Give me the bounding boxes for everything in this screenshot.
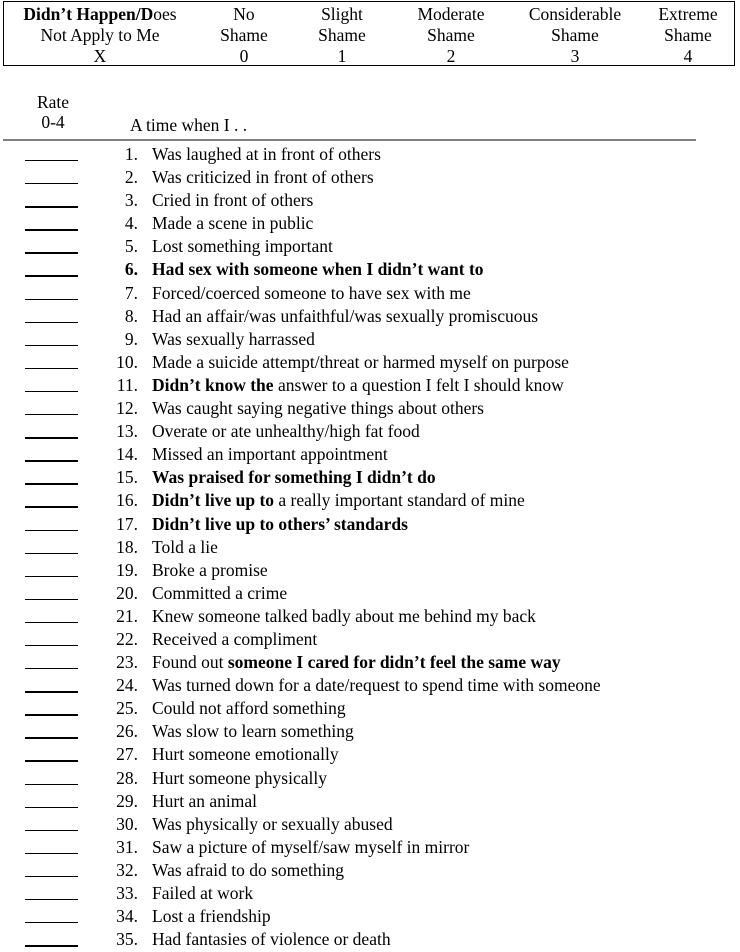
- scale-value-slight-shame: 1: [337, 46, 347, 66]
- item-text: [152, 697, 346, 719]
- item-number: 34.: [116, 906, 138, 927]
- rate-label: Rate: [36, 92, 70, 112]
- item-text-plain: Told a lie: [152, 536, 218, 557]
- item-number: 28.: [116, 767, 138, 788]
- rating-blank-input[interactable]: [25, 553, 78, 554]
- rating-blank-input[interactable]: [25, 668, 78, 669]
- scale-column-extreme-shame: [640, 4, 736, 67]
- item-row: [0, 674, 740, 697]
- item-text-plain: Found out: [152, 652, 228, 673]
- item-text: [152, 420, 420, 442]
- item-text: [152, 905, 271, 927]
- item-row: [0, 351, 740, 374]
- scale-label-line1-slight-shame: Slight: [321, 4, 363, 24]
- item-row: [0, 143, 740, 166]
- item-row: [0, 513, 740, 536]
- item-text: [152, 166, 374, 188]
- item-text-plain: Lost something important: [152, 236, 333, 257]
- item-row: [0, 305, 740, 328]
- item-row: [0, 443, 740, 466]
- scale-column-no-shame: [196, 4, 292, 67]
- item-text: [152, 882, 253, 904]
- item-text-plain: Made a suicide attempt/threat or harmed myself on purpose: [152, 351, 569, 372]
- item-row: [0, 928, 740, 951]
- scale-label-line2-no-shame: Shame: [220, 25, 268, 45]
- item-text-plain: Received a compliment: [152, 628, 318, 649]
- item-row: [0, 582, 740, 605]
- item-text-plain: Could not afford something: [152, 698, 346, 719]
- item-text-plain: Had an affair/was unfaithful/was sexually promiscuous: [152, 305, 539, 326]
- item-number: 30.: [116, 813, 138, 834]
- scale-label-line2-considerable-shame: Shame: [551, 25, 599, 45]
- item-text: [152, 674, 601, 696]
- item-text-plain: Was turned down for a date/request to spend time with someone: [152, 675, 601, 696]
- item-row: [0, 559, 740, 582]
- scale-value-considerable-shame: 3: [570, 46, 580, 66]
- rating-blank-input[interactable]: [25, 483, 78, 484]
- item-number: 2.: [124, 167, 138, 188]
- rating-blank-input[interactable]: [25, 945, 78, 946]
- item-number: 31.: [116, 836, 138, 857]
- scale-value-no-shame: 0: [239, 46, 249, 66]
- rating-blank-input[interactable]: [25, 506, 78, 507]
- item-text: [152, 813, 393, 835]
- item-text-plain: Was sexually harrassed: [152, 328, 315, 349]
- item-row: [0, 651, 740, 674]
- item-text: [152, 582, 287, 604]
- item-number: 33.: [116, 883, 138, 903]
- item-row: [0, 628, 740, 651]
- item-text-plain: Was physically or sexually abused: [152, 813, 393, 834]
- scale-label-line2-extreme-shame: Shame: [664, 25, 712, 45]
- item-row: [0, 720, 740, 743]
- item-text-plain: Was laughed at in front of others: [152, 144, 381, 164]
- scale-label-line2-didnt-happen: Not Apply to Me: [40, 25, 160, 45]
- item-number: 4.: [124, 213, 138, 234]
- item-row: [0, 836, 740, 859]
- item-number: 3.: [124, 190, 138, 211]
- item-text-plain: Made a scene in public: [152, 213, 314, 234]
- rating-blank-input[interactable]: [25, 460, 78, 461]
- item-text: [152, 328, 315, 350]
- scale-column-considerable-shame: [510, 4, 640, 67]
- item-text-emphasis: Didn’t live up to: [152, 490, 275, 511]
- rate-range-label: 0-4: [41, 112, 65, 132]
- item-text-plain: a really important standard of mine: [274, 490, 525, 511]
- item-row: [0, 328, 740, 351]
- item-text-emphasis: Didn’t live up to others’ standards: [152, 513, 408, 534]
- item-text-plain: Was criticized in front of others: [152, 167, 374, 188]
- item-row: [0, 258, 740, 281]
- item-text: [152, 143, 381, 165]
- item-text-emphasis: someone I cared for didn’t feel the same way: [227, 652, 561, 673]
- item-text-plain: Hurt someone physically: [152, 767, 327, 788]
- item-number: 10.: [116, 351, 138, 372]
- scale-value-moderate-shame: 2: [446, 46, 456, 66]
- scale-legend-box: [3, 1, 735, 66]
- item-stem-prompt: A time when I . .: [130, 115, 248, 135]
- rating-blank-input[interactable]: [25, 322, 78, 323]
- scale-column-moderate-shame: [394, 4, 508, 67]
- item-row: [0, 790, 740, 813]
- item-text-plain: Hurt an animal: [152, 790, 257, 811]
- item-text: [152, 859, 344, 881]
- item-text: [152, 513, 408, 535]
- scale-label-line1-moderate-shame: Moderate: [417, 4, 485, 24]
- item-text: [152, 767, 327, 789]
- item-number: 21.: [116, 605, 138, 626]
- scale-label-line2-moderate-shame: Shame: [427, 25, 475, 45]
- item-text: [152, 928, 391, 950]
- item-number: 27.: [116, 744, 138, 765]
- item-number: 11.: [116, 374, 138, 395]
- item-text-plain: Saw a picture of myself/saw myself in mirror: [152, 836, 470, 857]
- scale-value-extreme-shame: 4: [683, 46, 693, 66]
- item-number: 25.: [116, 698, 138, 719]
- rating-blank-input[interactable]: [25, 853, 78, 854]
- rating-blank-input[interactable]: [25, 784, 78, 785]
- item-text-emphasis: Was praised for something I didn’t do: [152, 467, 436, 488]
- item-row: [0, 697, 740, 720]
- item-text-plain: Overate or ate unhealthy/high fat food: [152, 421, 420, 442]
- item-text: [152, 489, 525, 511]
- item-row: [0, 466, 740, 489]
- item-row: [0, 905, 740, 928]
- item-text: [152, 536, 218, 558]
- scale-column-didnt-happen: [4, 4, 196, 67]
- rating-blank-input[interactable]: [25, 345, 78, 346]
- item-number: 26.: [116, 721, 138, 742]
- rating-blank-input[interactable]: [25, 645, 78, 646]
- item-row: [0, 235, 740, 258]
- item-list: [0, 143, 740, 951]
- item-number: 17.: [116, 513, 138, 534]
- item-number: 6.: [124, 259, 138, 280]
- scale-label-line1-didnt-happen: Didn’t Happen/Does: [23, 4, 177, 24]
- rating-blank-input[interactable]: [25, 275, 78, 276]
- item-row: [0, 189, 740, 212]
- item-number: 13.: [116, 421, 138, 442]
- rating-blank-input[interactable]: [25, 414, 78, 415]
- item-number: 12.: [116, 398, 138, 419]
- rating-blank-input[interactable]: [25, 737, 78, 738]
- item-text: [152, 189, 313, 211]
- item-text-plain: Forced/coerced someone to have sex with me: [152, 282, 471, 303]
- item-text: [152, 628, 317, 650]
- item-row: [0, 882, 740, 905]
- header-divider: [3, 139, 696, 141]
- rating-blank-input[interactable]: [25, 229, 78, 230]
- item-row: [0, 282, 740, 305]
- item-number: 22.: [116, 628, 138, 649]
- item-text-plain: Had fantasies of violence or death: [152, 929, 391, 950]
- item-row: [0, 859, 740, 882]
- item-text-plain: Hurt someone emotionally: [152, 744, 339, 765]
- rating-blank-input[interactable]: [25, 252, 78, 253]
- item-number: 35.: [116, 929, 138, 950]
- scale-label-line1-extreme-shame: Extreme: [658, 4, 718, 24]
- item-text: [152, 466, 436, 488]
- scale-label-line1-no-shame: No: [233, 4, 255, 24]
- rating-blank-input[interactable]: [25, 807, 78, 808]
- scale-value-didnt-happen: X: [93, 46, 107, 66]
- item-text: [152, 559, 268, 581]
- rating-blank-input[interactable]: [25, 160, 78, 161]
- item-text-plain: Cried in front of others: [152, 190, 314, 211]
- item-text: [152, 790, 257, 812]
- item-text: [152, 397, 484, 419]
- item-number: 24.: [116, 675, 138, 696]
- item-text: [152, 720, 354, 742]
- item-number: 18.: [116, 536, 138, 557]
- item-text-emphasis: Didn’t know the: [152, 374, 274, 395]
- item-text: [152, 443, 388, 465]
- rating-blank-input[interactable]: [25, 206, 78, 207]
- item-text: [152, 282, 471, 304]
- rating-blank-input[interactable]: [25, 899, 78, 900]
- item-number: 16.: [116, 490, 138, 511]
- scale-label-line2-slight-shame: Shame: [318, 25, 366, 45]
- scale-label-line1-considerable-shame: Considerable: [528, 4, 622, 24]
- rating-blank-input[interactable]: [25, 691, 78, 692]
- item-row: [0, 212, 740, 235]
- item-number: 29.: [116, 790, 138, 811]
- item-row: [0, 536, 740, 559]
- item-text: [152, 235, 333, 257]
- rating-blank-input[interactable]: [25, 599, 78, 600]
- item-text: [152, 351, 569, 373]
- item-row: [0, 489, 740, 512]
- rating-blank-input[interactable]: [25, 530, 78, 531]
- scale-legend-grid: [4, 2, 734, 65]
- scale-column-slight-shame: [292, 4, 392, 67]
- rate-column-header: [8, 92, 98, 132]
- item-text-plain: Failed at work: [152, 883, 254, 903]
- item-number: 32.: [116, 859, 138, 880]
- rating-blank-input[interactable]: [25, 922, 78, 923]
- item-text-plain: answer to a question I felt I should know: [273, 374, 564, 395]
- item-text-plain: Knew someone talked badly about me behind my back: [152, 605, 536, 626]
- item-text-plain: Missed an important appointment: [152, 444, 388, 465]
- item-text: [152, 374, 564, 396]
- item-text: [152, 743, 339, 765]
- item-text: [152, 305, 538, 327]
- rating-blank-input[interactable]: [25, 830, 78, 831]
- item-row: [0, 374, 740, 397]
- item-number: 23.: [116, 652, 138, 673]
- item-text: [152, 212, 313, 234]
- rating-blank-input[interactable]: [25, 391, 78, 392]
- rating-blank-input[interactable]: [25, 368, 78, 369]
- item-row: [0, 813, 740, 836]
- item-text-plain: Was caught saying negative things about others: [152, 398, 484, 419]
- rating-blank-input[interactable]: [25, 760, 78, 761]
- item-text: [152, 605, 536, 627]
- rating-blank-input[interactable]: [25, 876, 78, 877]
- item-number: 19.: [116, 559, 138, 580]
- item-number: 9.: [124, 328, 138, 349]
- item-text-plain: Broke a promise: [152, 559, 268, 580]
- rating-blank-input[interactable]: [25, 714, 78, 715]
- item-number: 7.: [124, 282, 138, 303]
- rating-blank-input[interactable]: [25, 299, 78, 300]
- item-text-plain: Was slow to learn something: [152, 721, 354, 742]
- rating-blank-input[interactable]: [25, 183, 78, 184]
- item-text-plain: Committed a crime: [152, 582, 288, 603]
- item-row: [0, 605, 740, 628]
- item-text-plain: Lost a friendship: [152, 906, 271, 927]
- item-text: [152, 836, 469, 858]
- rating-blank-input[interactable]: [25, 437, 78, 438]
- item-number: 14.: [116, 444, 138, 465]
- item-text-plain: Was afraid to do something: [152, 859, 345, 880]
- item-row: [0, 420, 740, 443]
- item-text: [152, 258, 484, 280]
- item-row: [0, 743, 740, 766]
- item-number: 8.: [124, 305, 138, 326]
- item-number: 1.: [124, 144, 138, 164]
- rating-blank-input[interactable]: [25, 576, 78, 577]
- item-row: [0, 397, 740, 420]
- item-row: [0, 767, 740, 790]
- item-text: [152, 651, 561, 673]
- item-number: 20.: [116, 582, 138, 603]
- item-number: 5.: [124, 236, 138, 257]
- item-text-emphasis: Had sex with someone when I didn’t want to: [152, 259, 484, 280]
- item-row: [0, 166, 740, 189]
- rating-blank-input[interactable]: [25, 622, 78, 623]
- item-number: 15.: [116, 467, 138, 488]
